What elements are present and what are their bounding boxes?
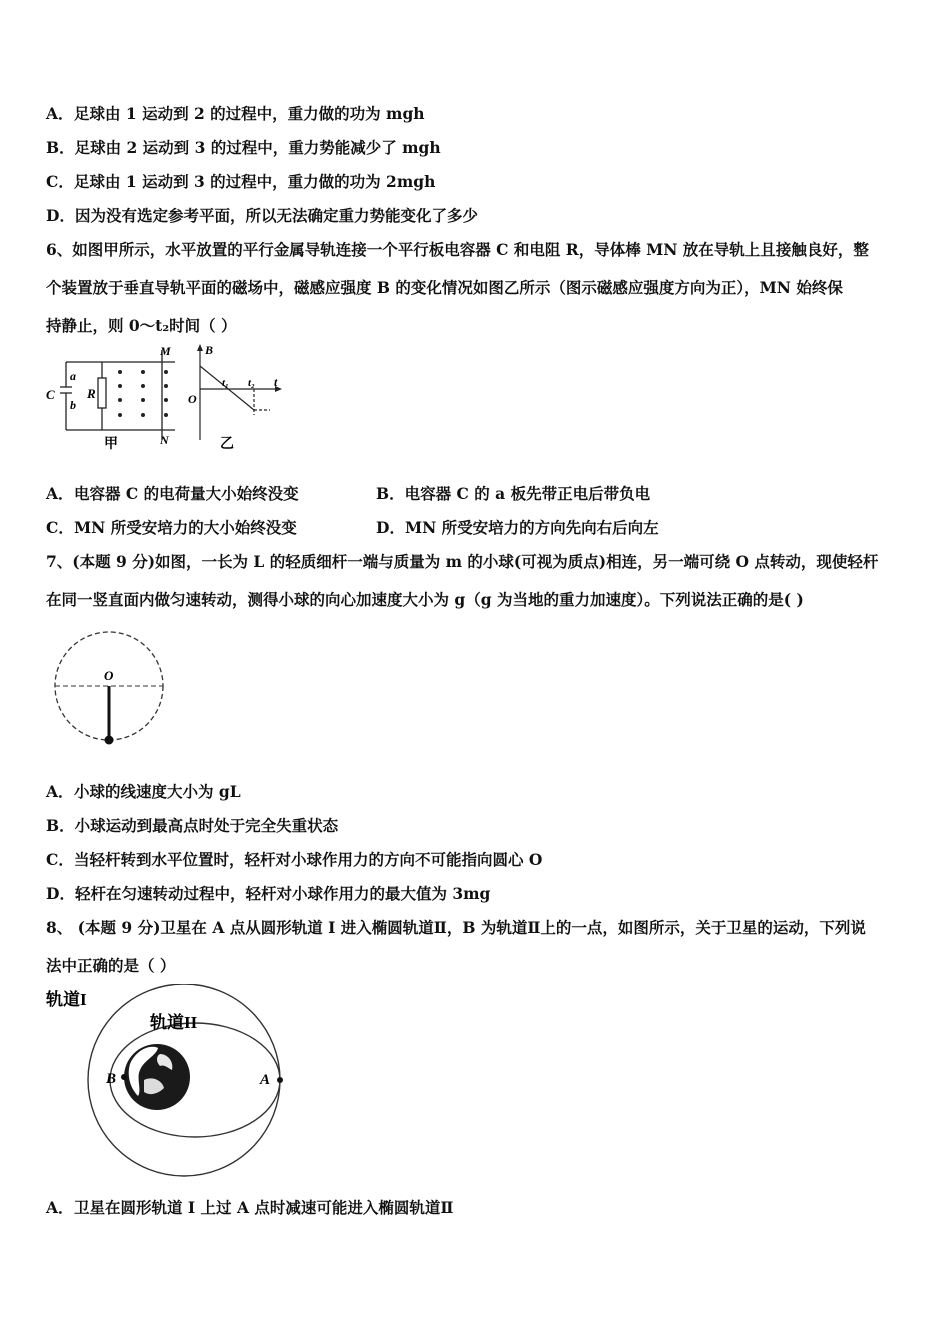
q7-option-a bbox=[46, 780, 241, 802]
label-a: a bbox=[70, 369, 76, 383]
orbit-1-label: 轨道I bbox=[46, 990, 87, 1009]
label-m: M bbox=[160, 344, 171, 358]
q8-option-a bbox=[46, 1196, 453, 1218]
option-label: C． bbox=[46, 172, 74, 191]
option-text: 电容器 C 的 a 板先带正电后带负电 bbox=[404, 484, 651, 503]
option-text: 小球运动到最高点时处于完全失重状态 bbox=[74, 816, 339, 835]
option-label: C． bbox=[46, 850, 74, 869]
q6-stem-line-1: 6、如图甲所示，水平放置的平行金属导轨连接一个平行板电容器 C 和电阻 R，导体棒 MN 放在导轨上且接触良好，整 bbox=[46, 240, 869, 259]
label-t2: t₂ bbox=[248, 377, 255, 389]
option-text: MN 所受安培力的方向先向右后向左 bbox=[404, 518, 659, 537]
option-text: 轻杆在匀速转动过程中，轻杆对小球作用力的最大值为 3mg bbox=[74, 884, 491, 903]
q5-option-a bbox=[46, 102, 425, 124]
option-text: MN 所受安培力的大小始终没变 bbox=[74, 518, 297, 537]
label-o: O bbox=[188, 392, 197, 406]
option-label: A． bbox=[46, 782, 74, 801]
option-label: A． bbox=[46, 1198, 74, 1217]
q7-stem-line-1: 7、(本题 9 分)如图，一长为 L 的轻质细杆一端与质量为 m 的小球(可视为质点)相连，另一端可绕 O 点转动，现使轻杆 bbox=[46, 552, 879, 571]
option-label: D． bbox=[376, 518, 405, 537]
magnetic-field-dots bbox=[118, 370, 168, 417]
q6-option-c bbox=[46, 516, 297, 538]
label-c: C bbox=[46, 387, 55, 402]
option-label: D． bbox=[46, 884, 75, 903]
option-label: B． bbox=[46, 816, 75, 835]
option-text: 小球的线速度大小为 gL bbox=[74, 782, 241, 801]
option-text: 足球由 1 运动到 2 的过程中，重力做的功为 mgh bbox=[74, 104, 425, 123]
caption-jia: 甲 bbox=[104, 437, 118, 452]
q5-option-c bbox=[46, 170, 435, 192]
q6-option-a bbox=[46, 482, 299, 504]
label-b: B bbox=[106, 1071, 117, 1087]
earth-icon bbox=[124, 1044, 190, 1110]
q7-option-d bbox=[46, 882, 490, 904]
option-label: A． bbox=[46, 104, 74, 123]
q6-stem-line-2: 个装置放于垂直导轨平面的磁场中，磁感应强度 B 的变化情况如图乙所示（图示磁感应强度方向为正），MN 始终保 bbox=[46, 278, 843, 297]
option-label: C． bbox=[46, 518, 74, 537]
orbit-2-label: 轨道II bbox=[150, 1013, 198, 1032]
label-a: A bbox=[260, 1072, 271, 1088]
caption-yi: 乙 bbox=[220, 437, 234, 452]
label-o: O bbox=[104, 668, 114, 683]
label-t1: t₁ bbox=[222, 377, 229, 389]
option-label: A． bbox=[46, 484, 74, 503]
point-b bbox=[121, 1074, 127, 1080]
q7-figure bbox=[46, 628, 176, 753]
q8-figure bbox=[44, 984, 284, 1189]
q7-option-b bbox=[46, 814, 338, 836]
point-a bbox=[277, 1077, 283, 1083]
option-label: D． bbox=[46, 206, 75, 225]
label-b-axis: B bbox=[205, 343, 214, 357]
option-text: 卫星在圆形轨道 I 上过 A 点时减速可能进入椭圆轨道Ⅱ bbox=[74, 1198, 454, 1217]
label-t: t bbox=[274, 375, 278, 389]
q7-stem-line-2: 在同一竖直面内做匀速转动，测得小球的向心加速度大小为 g（g 为当地的重力加速度）。下列说法正确的是( ) bbox=[46, 590, 804, 609]
q6-stem-line-3: 持静止，则 0～t₂时间（ ） bbox=[46, 316, 237, 335]
q6-option-d bbox=[376, 516, 659, 538]
label-n: N bbox=[160, 433, 169, 447]
label-r: R bbox=[87, 386, 96, 401]
option-text: 足球由 2 运动到 3 的过程中，重力势能减少了 mgh bbox=[74, 138, 441, 157]
option-text: 电容器 C 的电荷量大小始终没变 bbox=[74, 484, 299, 503]
q5-option-d bbox=[46, 204, 478, 226]
q8-stem-line-1: 8、 (本题 9 分)卫星在 A 点从圆形轨道 I 进入椭圆轨道Ⅱ，B 为轨道Ⅱ上的一点，如图所示，关于卫星的运动，下列说 bbox=[46, 918, 866, 937]
q8-stem-line-2: 法中正确的是（ ） bbox=[46, 956, 176, 975]
ball bbox=[105, 736, 114, 745]
option-label: B． bbox=[46, 138, 75, 157]
q6-figure bbox=[40, 340, 290, 455]
option-text: 当轻杆转到水平位置时，轻杆对小球作用力的方向不可能指向圆心 O bbox=[74, 850, 543, 869]
option-label: B． bbox=[376, 484, 405, 503]
option-text: 足球由 1 运动到 3 的过程中，重力做的功为 2mgh bbox=[74, 172, 436, 191]
label-b: b bbox=[70, 398, 76, 412]
q6-option-b bbox=[376, 482, 650, 504]
q5-option-b bbox=[46, 136, 441, 158]
q7-option-c bbox=[46, 848, 542, 870]
option-text: 因为没有选定参考平面，所以无法确定重力势能变化了多少 bbox=[74, 206, 478, 225]
